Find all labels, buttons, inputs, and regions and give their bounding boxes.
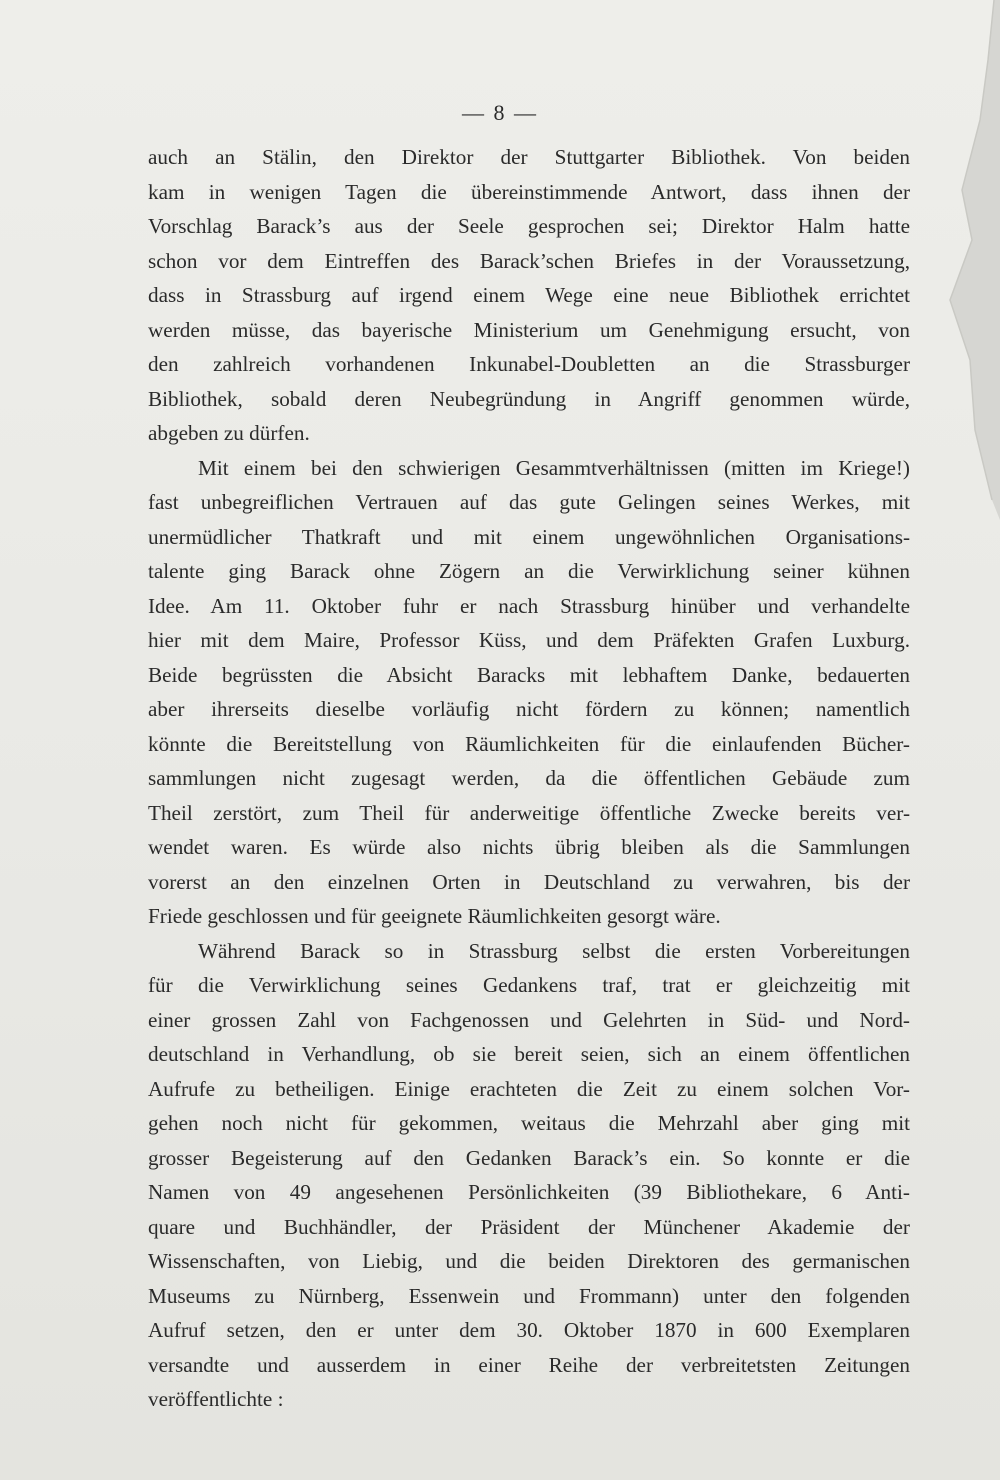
text-line: Museums zu Nürnberg, Essenwein und Frommann) unter den folgenden [148, 1283, 910, 1308]
text-line: Friede geschlossen und für geeignete Räumlichkeiten gesorgt wäre. [148, 904, 721, 928]
text-line: auch an Stälin, den Direktor der Stuttgarter Bibliothek. Von beiden [148, 145, 910, 169]
paragraph [130, 140, 910, 451]
body-text [130, 140, 910, 1417]
text-line: quare und Buchhändler, der Präsident der Münchener Akademie der [148, 1214, 910, 1239]
text-line: schon vor dem Eintreffen des Barack’schen Briefes in der Voraussetzung, [148, 248, 910, 273]
text-line: Vorschlag Barack’s aus der Seele gesprochen sei; Direktor Halm hatte [148, 214, 910, 238]
text-line: werden müsse, das bayerische Ministerium um Genehmigung ersucht, von [148, 317, 910, 342]
text-line: Theil zerstört, zum Theil für anderweitige öffentliche Zwecke bereits ver- [148, 800, 910, 825]
text-line: unermüdlicher Thatkraft und mit einem ungewöhnlichen Organisations- [148, 524, 910, 549]
text-line: Namen von 49 angesehenen Persönlichkeiten (39 Bibliothekare, 6 Anti- [148, 1180, 910, 1204]
text-line: Aufrufe zu betheiligen. Einige erachteten die Zeit zu einem solchen Vor- [148, 1076, 910, 1101]
text-line: veröffentlichte : [148, 1387, 284, 1411]
text-line: den zahlreich vorhandenen Inkunabel-Doubletten an die Strassburger [148, 352, 910, 376]
text-line: deutschland in Verhandlung, ob sie bereit seien, sich an einem öffentlichen [148, 1042, 910, 1066]
paragraph [130, 451, 910, 934]
text-line: Bibliothek, sobald deren Neubegründung in Angriff genommen würde, [148, 386, 910, 411]
text-line: Wissenschaften, von Liebig, und die beiden Direktoren des germanischen [148, 1249, 910, 1273]
text-line: grosser Begeisterung auf den Gedanken Barack’s ein. So konnte er die [148, 1145, 910, 1170]
text-line: Beide begrüssten die Absicht Baracks mit lebhaftem Danke, bedauerten [148, 662, 910, 687]
text-line: abgeben zu dürfen. [148, 421, 310, 445]
text-line: wendet waren. Es würde also nichts übrig bleiben als die Sammlungen [148, 835, 910, 859]
text-line: für die Verwirklichung seines Gedankens traf, trat er gleichzeitig mit [148, 973, 910, 997]
text-line: sammlungen nicht zugesagt werden, da die öffentlichen Gebäude zum [148, 766, 910, 790]
text-line: gehen noch nicht für gekommen, weitaus die Mehrzahl aber ging mit [148, 1111, 910, 1135]
text-line: hier mit dem Maire, Professor Küss, und dem Präfekten Grafen Luxburg. [148, 628, 910, 652]
paragraph [130, 934, 910, 1417]
text-line: fast unbegreiflichen Vertrauen auf das gute Gelingen seines Werkes, mit [148, 490, 910, 514]
text-line: dass in Strassburg auf irgend einem Wege eine neue Bibliothek errichtet [148, 283, 910, 307]
text-line: versandte und ausserdem in einer Reihe der verbreitetsten Zeitungen [148, 1352, 910, 1377]
text-line: Idee. Am 11. Oktober fuhr er nach Strassburg hinüber und verhandelte [148, 593, 910, 618]
text-line: talente ging Barack ohne Zögern an die Verwirklichung seiner kühnen [148, 559, 910, 583]
text-line: einer grossen Zahl von Fachgenossen und Gelehrten in Süd- und Nord- [148, 1007, 910, 1032]
text-line: Während Barack so in Strassburg selbst die ersten Vorbereitungen [198, 938, 910, 963]
text-line: könnte die Bereitstellung von Räumlichkeiten für die einlaufenden Bücher- [148, 731, 910, 756]
text-line: Aufruf setzen, den er unter dem 30. Oktober 1870 in 600 Exemplaren [148, 1318, 910, 1342]
text-line: aber ihrerseits dieselbe vorläufig nicht fördern zu können; namentlich [148, 697, 910, 721]
text-line: vorerst an den einzelnen Orten in Deutschland zu verwahren, bis der [148, 869, 910, 894]
text-line: Mit einem bei den schwierigen Gesammtverhältnissen (mitten im Kriege!) [198, 455, 910, 480]
page-number: — 8 — [462, 100, 538, 125]
text-line: kam in wenigen Tagen die übereinstimmende Antwort, dass ihnen der [148, 179, 910, 204]
